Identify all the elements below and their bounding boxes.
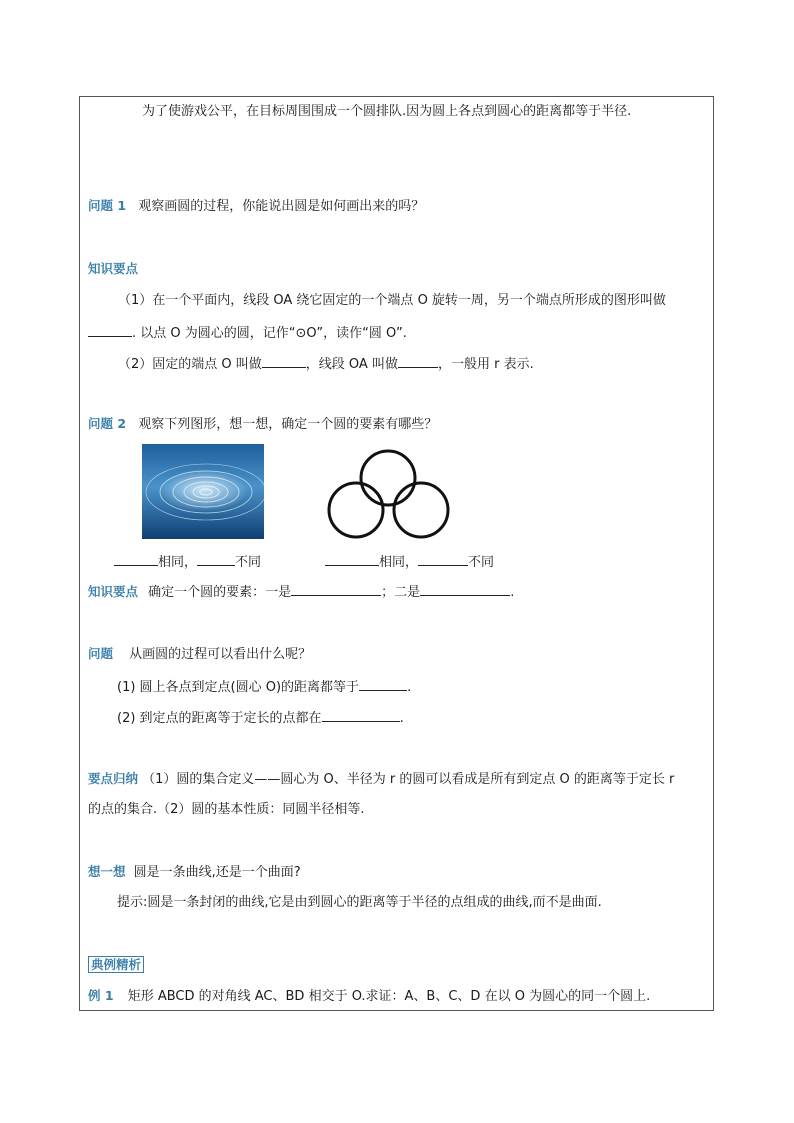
think-text: 圆是一条曲线,还是一个曲面? <box>133 865 301 880</box>
knowledge-1-line1: （1）在一个平面内，线段 OA 绕它固定的一个端点 O 旋转一周，另一个端点所形成的图形叫做 <box>118 293 666 308</box>
think-tag: 想一想 <box>88 864 126 879</box>
knowledge-1-line3-post: ，一般用 r 表示. <box>437 357 534 372</box>
answer-blank[interactable] <box>197 553 235 566</box>
answer-blank[interactable] <box>114 553 158 566</box>
question-3-item-1 <box>117 678 411 696</box>
question-3-tag: 问题 <box>88 646 114 661</box>
question-3 <box>88 646 311 663</box>
knowledge-1-tag: 知识要点 <box>88 261 139 276</box>
answer-blank[interactable] <box>88 324 132 337</box>
example-1-text: 矩形 ABCD 的对角线 AC、BD 相交于 O.求证：A、B、C、D 在以 O 为圆心的同一个圆上. <box>127 989 651 1004</box>
knowledge-2-pre: 确定一个圆的要素：一是 <box>148 585 292 600</box>
question-2 <box>88 416 437 433</box>
summary-line-1 <box>88 771 674 788</box>
summary-tag: 要点归纳 <box>88 771 139 786</box>
question-2-tag: 问题 2 <box>88 416 127 431</box>
answer-blank[interactable] <box>325 553 379 566</box>
question-3-item-2 <box>117 709 404 727</box>
answer-blank[interactable] <box>398 355 438 368</box>
answer-blank[interactable] <box>418 553 468 566</box>
question-3-item-1-pre: (1) 圆上各点到定点(圆心 O)的距离都等于 <box>117 680 360 695</box>
answer-blank[interactable] <box>359 678 407 691</box>
fill-left <box>114 553 261 571</box>
example-1-tag: 例 1 <box>88 988 114 1003</box>
fill-left-a: 相同， <box>158 555 198 570</box>
knowledge-1-line3 <box>118 355 534 373</box>
question-3-text: 从画圆的过程可以看出什么呢？ <box>129 647 312 662</box>
answer-blank[interactable] <box>291 583 381 596</box>
think-hint: 提示:圆是一条封闭的曲线,它是由到圆心的距离等于半径的点组成的曲线,而不是曲面. <box>117 895 602 910</box>
think <box>88 864 301 881</box>
summary-line-1-text: （1）圆的集合定义——圆心为 O、半径为 r 的圆可以看成是所有到定点 O 的距离等于定长 r <box>142 772 675 787</box>
example-1 <box>88 988 650 1005</box>
knowledge-1-line3-pre: （2）固定的端点 O 叫做 <box>118 357 262 372</box>
question-3-item-2-pre: (2) 到定点的距离等于定长的点都在 <box>117 711 322 726</box>
knowledge-2 <box>88 583 514 601</box>
intro-text: 为了使游戏公平，在目标周围围成一个圆排队.因为圆上各点到圆心的距离都等于半径. <box>142 104 632 119</box>
question-3-item-2-post: . <box>399 711 404 726</box>
answer-blank[interactable] <box>262 355 306 368</box>
knowledge-2-post: . <box>510 585 515 600</box>
question-1 <box>88 198 424 215</box>
knowledge-1-line3-mid: ，线段 OA 叫做 <box>305 357 398 372</box>
fill-right-b: 不同 <box>468 555 495 570</box>
fill-left-b: 不同 <box>235 555 262 570</box>
knowledge-1-line2 <box>88 324 407 342</box>
question-2-text: 观察下列图形，想一想，确定一个圆的要素有哪些？ <box>138 417 438 432</box>
example-section-label: 典例精析 <box>88 956 144 973</box>
water-ripple-icon <box>142 444 264 539</box>
question-1-tag: 问题 1 <box>88 198 127 213</box>
fill-right <box>325 553 494 571</box>
question-3-item-1-post: . <box>407 680 412 695</box>
water-ripple-image <box>142 444 264 539</box>
answer-blank[interactable] <box>322 709 400 722</box>
knowledge-2-mid: ；二是 <box>381 585 421 600</box>
example-section <box>88 957 144 973</box>
three-circles-icon <box>325 444 453 544</box>
answer-blank[interactable] <box>420 583 510 596</box>
fill-right-a: 相同， <box>379 555 419 570</box>
three-circles-figure <box>325 444 453 544</box>
question-1-text: 观察画圆的过程，你能说出圆是如何画出来的吗？ <box>138 199 425 214</box>
knowledge-1-line2-text: . 以点 O 为圆心的圆，记作“⊙O”，读作“圆 O”. <box>132 326 407 341</box>
summary-line-2: 的点的集合.（2）圆的基本性质：同圆半径相等. <box>88 802 365 817</box>
knowledge-2-tag: 知识要点 <box>88 584 139 599</box>
